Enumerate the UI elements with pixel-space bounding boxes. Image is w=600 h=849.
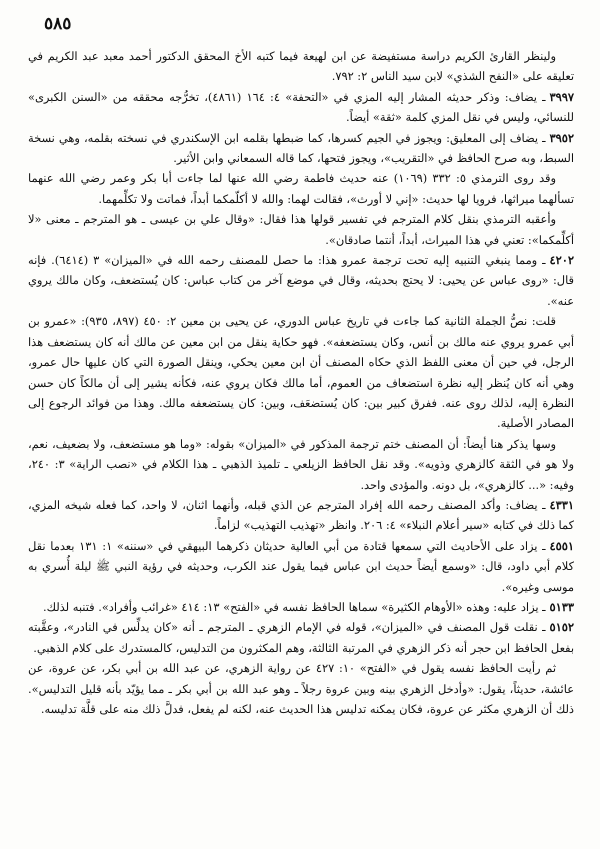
entry-4202 (28, 250, 574, 311)
paragraph-commentary (28, 209, 574, 250)
entry-3997 (28, 87, 574, 128)
paragraph-tirmidhi (28, 168, 574, 209)
paragraph-text: قلت: نصُّ الجملة الثانية كما جاءت في تاريخ عباس الدوري، عن يحيى بن معين ٢: ٤٥٠ (٨٩٧، ٩٣٥): «عمرو بن أبي عمرو يروي عنه مالك بن أنس، وكان يستضعفه». فهو حكاية ينقل من ابن معين عن مالك أنه كان يستضعف هذا الرجل، في حين أن معنى اللفظ الذي حكاه المصنف أن ابن معين يحكي، وينقل الصورة التي كان عليها حال عمرو، وهي أنه كان يُنظر إليه نظرة استضعاف من العموم، أما مالك فكان يروي عنه، فكأنه يشير إلى أن مالكاً كان حسن النظرة إليه، لذلك روى عنه. ففرق كبير بين: كان يُستضعَف، وبين: كان يستضعفه مالك. وهذا من فوائد الرجوع إلى المصادر الأصلية. (28, 314, 574, 431)
paragraph-note-zaylai (28, 434, 574, 495)
paragraph-text: ـ يضاف: وذكر حديثه المشار إليه المزي في «التحفة» ٤: ١٦٤ (٤٨٦١)، تخرُّجه محققه من «السنن الكبرى» للنسائي، وليس في نقل المزي كلمة «ثقة» أيضاً. (28, 89, 574, 125)
entry-number: ٤٢٠٢ (549, 253, 574, 268)
entry-4551 (28, 536, 574, 597)
paragraph-text: ـ يضاف: وأكد المصنف رحمه الله إفراد المترجم عن الذي قبله، وأنهما اثنان، لا واحد، كما فعله شيخه المزي، كما ذلك في كتابه «سير أعلام النبلاء» ٤: ٢٠٦. وانظر «تهذيب التهذيب» لزاماً. (28, 497, 574, 533)
page-number: ٥٨٥ (44, 14, 72, 34)
entry-number: ٤٣٣١ (549, 497, 574, 512)
entry-number: ٣٩٥٢ (549, 130, 574, 145)
entry-number: ٤٥٥١ (549, 538, 574, 553)
paragraph-intro (28, 46, 574, 87)
paragraph-note-duri (28, 311, 574, 433)
paragraph-text: ـ ومما ينبغي التنبيه إليه تحت ترجمة عمرو هذا: ما حصل للمصنف رحمه الله في «الميزان» ٣ (٦٤١٤). فإنه قال: «روى عباس عن يحيى: لا يحتج بحديثه، وقال في موضع آخر من كتاب عباس: كان يُستضعف، وكان مالك يروي عنه». (28, 253, 574, 308)
paragraph-text: وأعقبه الترمذي بنقل كلام المترجم في تفسير قولها هذا فقال: «وقال علي بن عيسى ـ هو المترجم ـ معنى «لا أكلِّمكما»: تعني في هذا الميراث، أبداً، أنتما صادقان». (28, 212, 574, 247)
paragraph-text: ـ يزاد عليه: وهذه «الأوهام الكثيرة» سماها الحافظ نفسه في «الفتح» ١٣: ٤١٤ «غرائب وأفراد». فتنبه لذلك. (42, 599, 546, 614)
entry-number: ٥١٥٢ (549, 620, 574, 635)
body-text (28, 46, 574, 841)
entry-number: ٣٩٩٧ (549, 89, 574, 104)
paragraph-text: ثم رأيت الحافظ نفسه يقول في «الفتح» ١٠: ٤٢٧ عن رواية الزهري، عن عبد الله بن أبي بكر، عن عروة، عن عائشة، حديثاً، يقول: «وأدخل الزهري بينه وبين عروة رجلاً ـ وهو عبد الله بن أبي بكر ـ مما يؤيّد بأنه قليل التدليس». ذلك أن الزهري مكثر عن عروة، فكان يمكنه تدليس هذا الحديث عنه، لكنه لم يفعل، فدلَّ ذلك منه على قلَّة تدليسه. (28, 661, 574, 716)
paragraph-text: وقد روى الترمذي ٥: ٣٣٢ (١٠٦٩) عنه حديث فاطمة رضي الله عنها لما جاءت أبا بكر وعمر رضي الله عنهما تسألهما ميراثها، فرويا لها حديث: «إني لا أورث»، فقالت لهما: والله لا أكلّمكما أبداً، فماتت ولا تكلِّمهما. (28, 171, 574, 206)
entry-number: ٥١٣٣ (549, 599, 574, 614)
paragraph-text: ولينظر القارئ الكريم دراسة مستفيضة عن ابن لهيعة فيما كتبه الأخ المحقق الدكتور أحمد معبد عبد الكريم في تعليقه على «النفح الشذي» لابن سيد الناس ٢: ٧٩٢. (28, 49, 574, 84)
entry-5133 (28, 597, 574, 617)
paragraph-fath (28, 658, 574, 719)
paragraph-text: ـ يضاف إلى المعليق: ويجوز في الجيم كسرها، كما ضبطها بقلمه ابن الإسكندري في نسخته بقلمه، وهي نسخة السبط، وبه صرح الحافظ في «التقريب»، ويجوز فتحها، كما قاله السمعاني وابن الأثير. (28, 130, 574, 166)
entry-3952 (28, 128, 574, 169)
paragraph-text: وسها يذكر هنا أيضاً: أن المصنف ختم ترجمة المذكور في «الميزان» بقوله: «وما هو مستضعف، ولا بضعيف، نعم، ولا هو في الثقة كالزهري وذويه». وقد نقل الحافظ الزيلعي ـ تلميذ الذهبي ـ هذا الكلام في «نصب الراية» ٣: ٢٤٠، وفيه: «... كالزهري»، بل دونه. والمؤدى واحد. (28, 436, 574, 492)
entry-5152 (28, 617, 574, 658)
paragraph-text: ـ يزاد على الأحاديث التي سمعها قتادة من أبي العالية حديثان ذكرهما البيهقي في «سننه» ١: ١٣١ بعدما نقل كلام أبي داود، قال: «وسمع أيضاً حديث ابن عباس فيما يقول عند الكرب، وحديثه في رؤية النبي ﷺ ليلة أُسري به موسى وغيره». (28, 538, 574, 594)
paragraph-text: ـ نقلت قول المصنف في «الميزان»، قوله في الإمام الزهري ـ المترجم ـ أنه «كان يدلِّس في النادر»، وعقَّبته بفعل الحافظ ابن حجر أنه ذكر الزهري في المرتبة الثالثة، وهم المكثرون من التدليس، كالمستدرك على كلام الذهبي. (28, 620, 574, 655)
entry-4331 (28, 495, 574, 536)
